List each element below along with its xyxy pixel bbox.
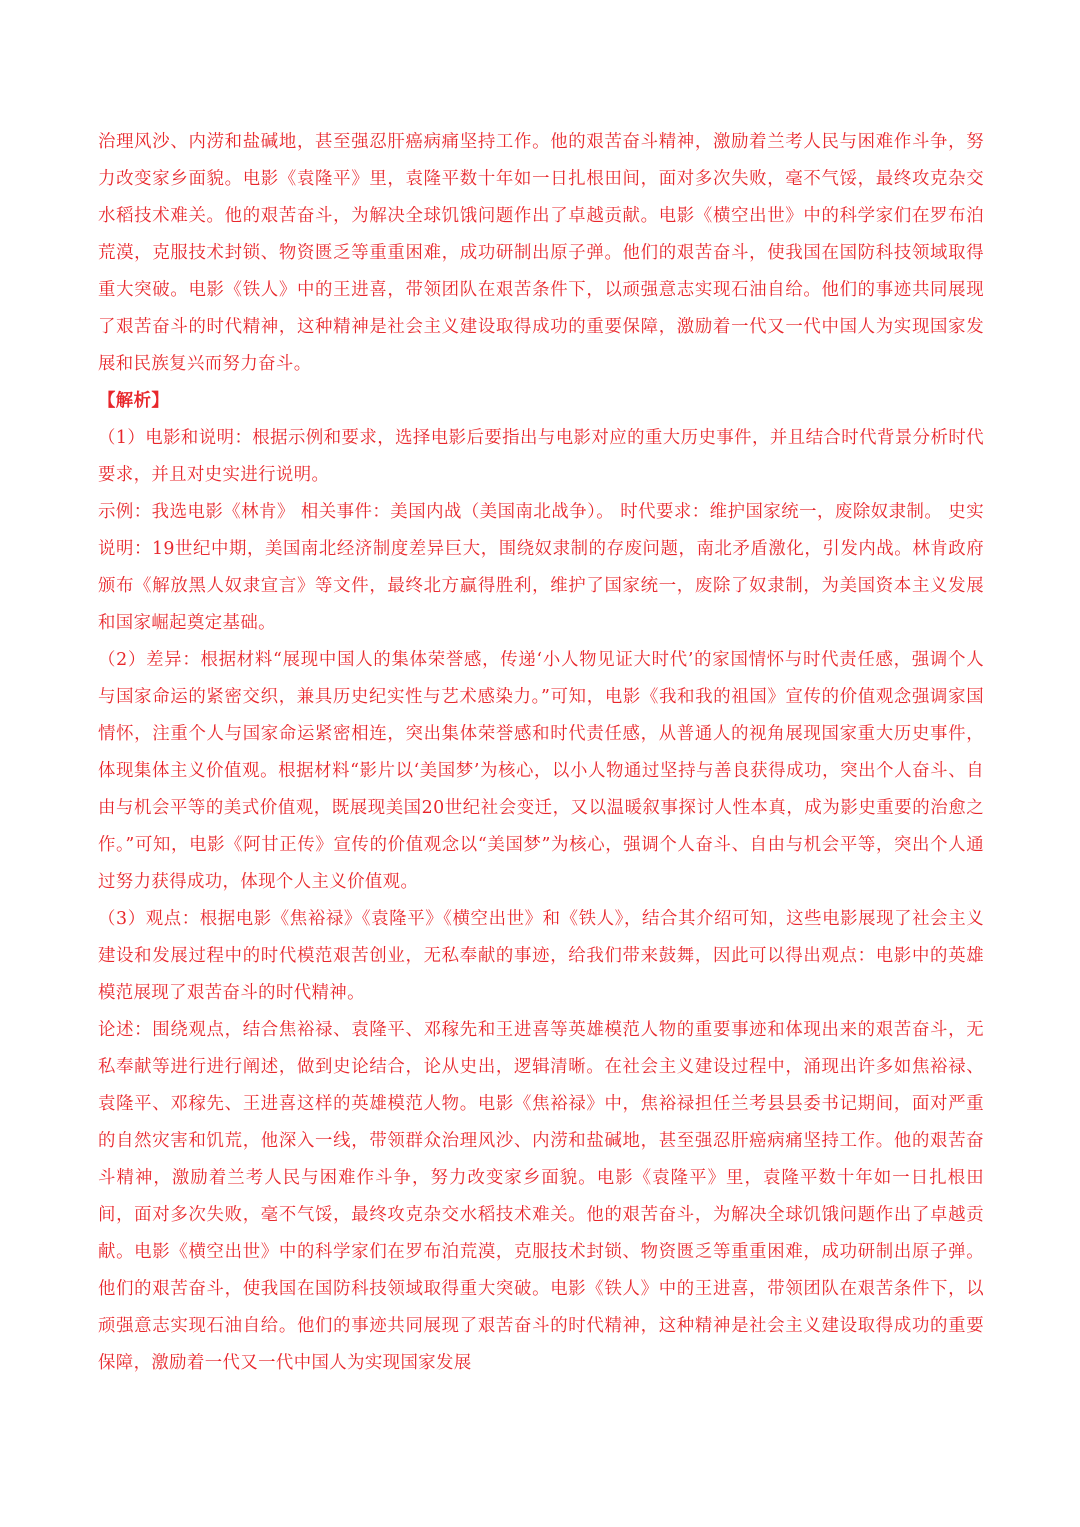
paragraph-continuation: 治理风沙、内涝和盐碱地，甚至强忍肝癌病痛坚持工作。他的艰苦奋斗精神，激励着兰考人民与困难作斗争，努力改变家乡面貌。电影《袁隆平》里，袁隆平数十年如一日扎根田间，面对多次失败，毫不气馁，最终攻克杂交水稻技术难关。他的艰苦奋斗，为解决全球饥饿问题作出了卓越贡献。电影《横空出世》中的科学家们在罗布泊荒漠，克服技术封锁、物资匮乏等重重困难，成功研制出原子弹。他们的艰苦奋斗，使我国在国防科技领域取得重大突破。电影《铁人》中的王进喜，带领团队在艰苦条件下，以顽强意志实现石油自给。他们的事迹共同展现了艰苦奋斗的时代精神，这种精神是社会主义建设取得成功的重要保障，激励着一代又一代中国人为实现国家发展和民族复兴而努力奋斗。 <box>98 132 984 374</box>
paragraph-part2-difference: （2）差异：根据材料“展现中国人的集体荣誉感，传递‘小人物见证大时代’的家国情怀与时代责任感，强调个人与国家命运的紧密交织，兼具历史纪实性与艺术感染力。”可知，电影《我和我的祖国》宣传的价值观念强调家国情怀，注重个人与国家命运紧密相连，突出集体荣誉感和时代责任感，从普通人的视角展现国家重大历史事件，体现集体主义价值观。根据材料“影片以‘美国梦’为核心，以小人物通过坚持与善良获得成功，突出个人奋斗、自由与机会平等的美式价值观，既展现美国20世纪社会变迁，又以温暖叙事探讨人性本真，成为影史重要的治愈之作。”可知，电影《阿甘正传》宣传的价值观念以“美国梦”为核心，强调个人奋斗、自由与机会平等，突出个人通过努力获得成功，体现个人主义价值观。 <box>98 650 984 892</box>
analysis-heading: 【解析】 <box>98 391 170 411</box>
document-page <box>98 124 984 1382</box>
paragraph-part1-intro: （1）电影和说明：根据示例和要求，选择电影后要指出与电影对应的重大历史事件，并且结合时代背景分析时代要求，并且对史实进行说明。 <box>98 428 984 485</box>
paragraph-example-lincoln: 示例：我选电影《林肯》 相关事件：美国内战（美国南北战争）。 时代要求：维护国家统一，废除奴隶制。 史实说明：19世纪中期，美国南北经济制度差异巨大，围绕奴隶制的存废问题，南北矛盾激化，引发内战。林肯政府颁布《解放黑人奴隶宣言》等文件，最终北方赢得胜利，维护了国家统一，废除了奴隶制，为美国资本主义发展和国家崛起奠定基础。 <box>98 502 984 633</box>
paragraph-part3-viewpoint: （3）观点：根据电影《焦裕禄》《袁隆平》《横空出世》和《铁人》，结合其介绍可知，这些电影展现了社会主义建设和发展过程中的时代模范艰苦创业，无私奉献的事迹，给我们带来鼓舞，因此可以得出观点：电影中的英雄模范展现了艰苦奋斗的时代精神。 <box>98 909 984 1003</box>
paragraph-argument: 论述：围绕观点，结合焦裕禄、袁隆平、邓稼先和王进喜等英雄模范人物的重要事迹和体现出来的艰苦奋斗，无私奉献等进行进行阐述，做到史论结合，论从史出，逻辑清晰。在社会主义建设过程中，涌现出许多如焦裕禄、袁隆平、邓稼先、王进喜这样的英雄模范人物。电影《焦裕禄》中，焦裕禄担任兰考县县委书记期间，面对严重的自然灾害和饥荒，他深入一线，带领群众治理风沙、内涝和盐碱地，甚至强忍肝癌病痛坚持工作。他的艰苦奋斗精神，激励着兰考人民与困难作斗争，努力改变家乡面貌。电影《袁隆平》里，袁隆平数十年如一日扎根田间，面对多次失败，毫不气馁，最终攻克杂交水稻技术难关。他的艰苦奋斗，为解决全球饥饿问题作出了卓越贡献。电影《横空出世》中的科学家们在罗布泊荒漠，克服技术封锁、物资匮乏等重重困难，成功研制出原子弹。他们的艰苦奋斗，使我国在国防科技领域取得重大突破。电影《铁人》中的王进喜，带领团队在艰苦条件下，以顽强意志实现石油自给。他们的事迹共同展现了艰苦奋斗的时代精神，这种精神是社会主义建设取得成功的重要保障，激励着一代又一代中国人为实现国家发展 <box>98 1020 984 1373</box>
